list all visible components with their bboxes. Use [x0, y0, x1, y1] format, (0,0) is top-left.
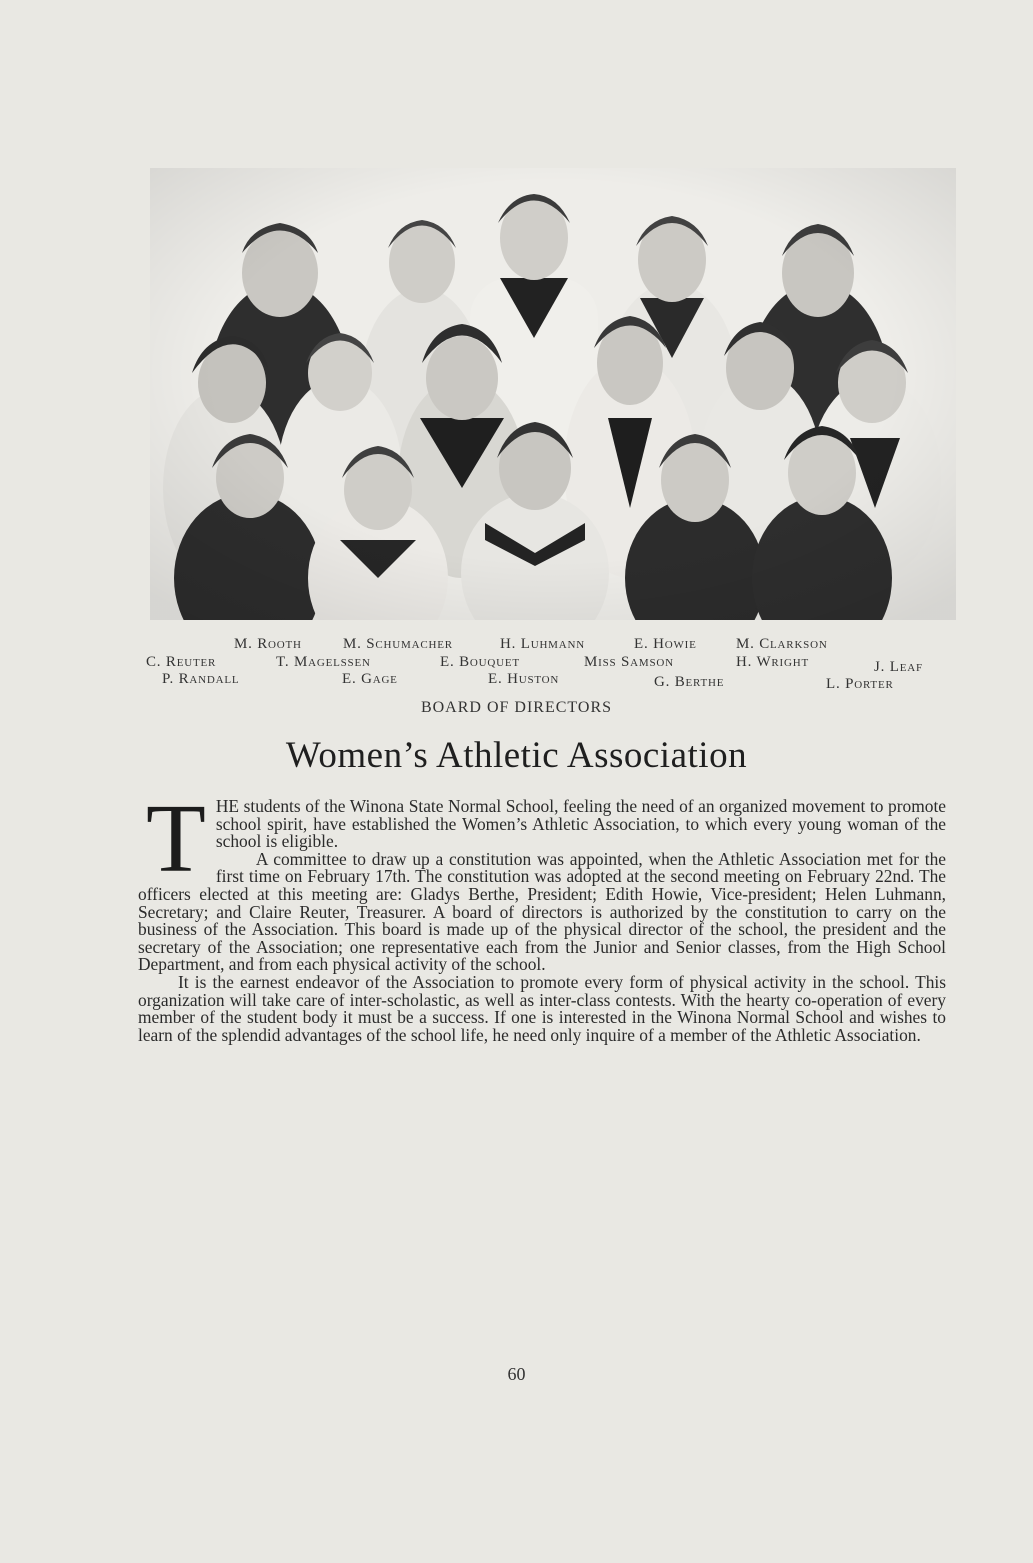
caption-name: P. Randall [162, 671, 240, 687]
drop-cap: T [146, 785, 206, 893]
caption-name: M. Schumacher [343, 636, 453, 652]
caption-subtitle: BOARD OF DIRECTORS [420, 699, 613, 716]
caption-name: L. Porter [826, 676, 894, 692]
article-body [138, 785, 946, 1045]
caption-name: E. Howie [634, 636, 697, 652]
caption-name: H. Luhmann [500, 636, 585, 652]
caption-name: H. Wright [736, 654, 810, 670]
article-paragraph: It is the earnest endeavor of the Association to promote every form of physical activity in the school. This organization will take care of inter-scholastic, as well as inter-class contests. With the hearty co-operation of every member of the student body it must be a success. If one is interested in the Winona Normal School and wishes to learn of the splendid advantages of the school life, he need only inquire of a member of the Athletic Association. [138, 971, 946, 1045]
caption-name: C. Reuter [146, 654, 217, 670]
caption-name: Miss Samson [584, 654, 674, 670]
article-paragraph: A committee to draw up a constitution was appointed, when the Athletic Association met for the first time on February 17th. The constitution was adopted at the second meeting on February 22nd. The officers elected at this meeting are: Gladys Berthe, President; Edith Howie, Vice-president; Helen Luhmann, Secretary; and Claire Reuter, Treasurer. A board of directors is authorized by the constitution to carry on the business of the Association. This board is made up of the physical director of the school, the president and the secretary of the Association; one representative each from the Junior and Senior classes, from the High School Department, and from each physical activity of the school. [138, 848, 946, 975]
caption-name: E. Gage [342, 671, 398, 687]
caption-name: E. Bouquet [440, 654, 520, 670]
caption-name: J. Leaf [874, 659, 923, 675]
caption-name: M. Clarkson [736, 636, 828, 652]
group-photograph [150, 168, 956, 620]
caption-name: G. Berthe [654, 674, 725, 690]
caption-name: E. Huston [488, 671, 560, 687]
caption-name: T. Magelssen [276, 654, 371, 670]
article-paragraph: HE students of the Winona State Normal School, feeling the need of an organized movement to promote school spirit, have established the Women’s Athletic Association, to which every young woman of the school is eligible. [215, 796, 946, 852]
caption-name: M. Rooth [234, 636, 302, 652]
page-title: Women’s Athletic Association [285, 735, 748, 776]
page-number: 60 [507, 1364, 526, 1384]
